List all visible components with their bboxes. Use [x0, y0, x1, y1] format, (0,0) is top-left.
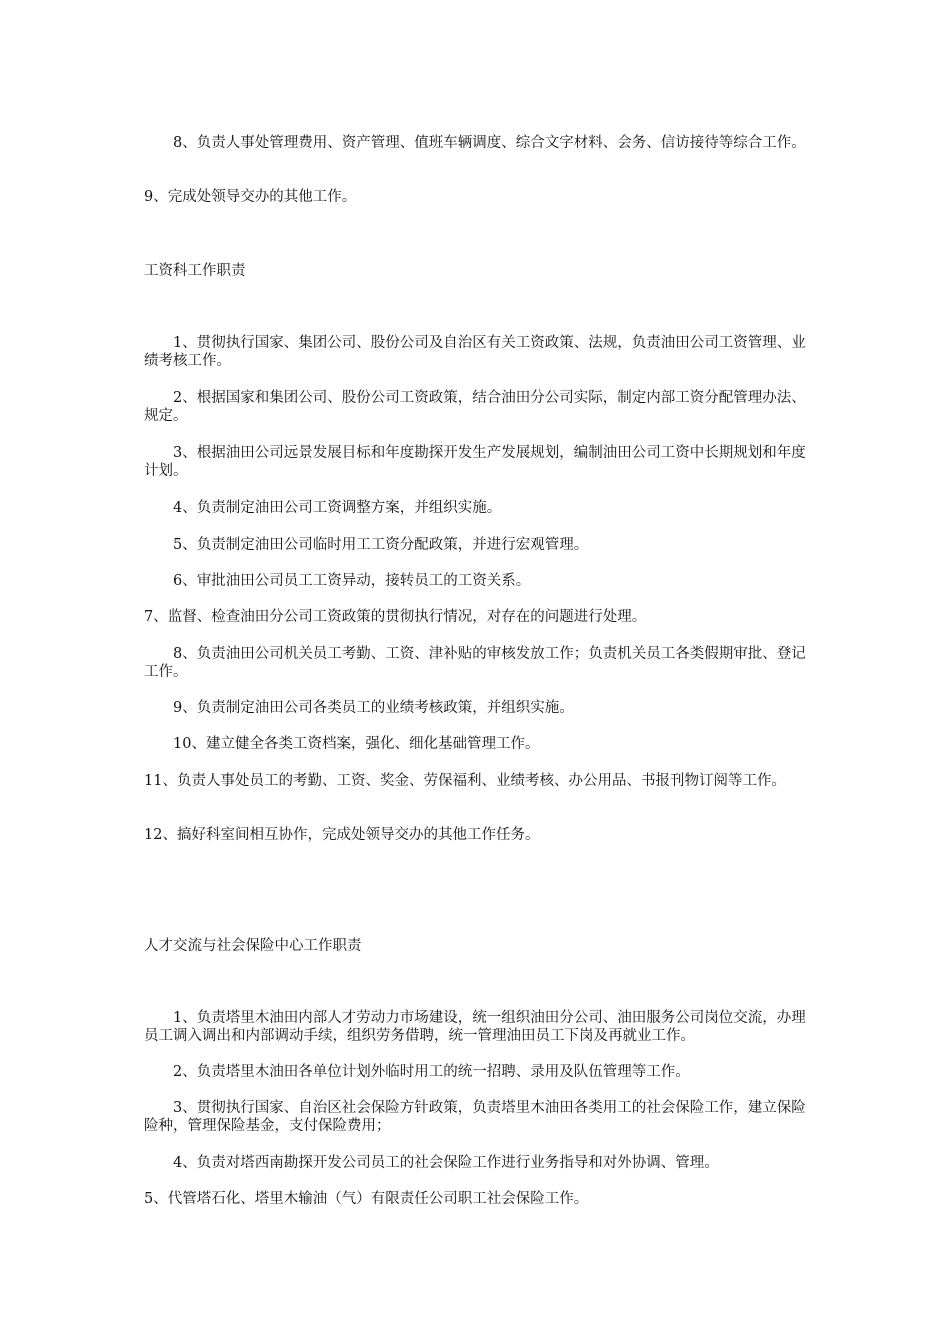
paragraph-wage-item-12: 12、搞好科室间相互协作，完成处领导交办的其他工作任务。 — [144, 827, 540, 843]
paragraph-wage-item-3: 3、根据油田公司远景发展目标和年度勘探开发生产发展规划，编制油田公司工资中长期规划和年度计划。 — [144, 445, 806, 479]
paragraph-wage-item-5: 5、负责制定油田公司临时用工工资分配政策，并进行宏观管理。 — [173, 537, 589, 553]
paragraph-wage-item-1: 1、贯彻执行国家、集团公司、股份公司及自治区有关工资政策、法规，负责油田公司工资管理、业绩考核工作。 — [144, 335, 806, 369]
paragraph-wage-item-9: 9、负责制定油田公司各类员工的业绩考核政策，并组织实施。 — [173, 700, 574, 716]
paragraph-prev-item-9: 9、完成处领导交办的其他工作。 — [144, 189, 357, 205]
paragraph-wage-item-11: 11、负责人事处员工的考勤、工资、奖金、劳保福利、业绩考核、办公用品、书报刊物订阅等工作。 — [144, 773, 786, 789]
paragraph-talent-item-5: 5、代管塔石化、塔里木输油（气）有限责任公司职工社会保险工作。 — [144, 1191, 589, 1207]
paragraph-wage-item-10: 10、建立健全各类工资档案，强化、细化基础管理工作。 — [173, 736, 540, 752]
section-heading-wage: 工资科工作职责 — [144, 263, 246, 279]
paragraph-talent-item-2: 2、负责塔里木油田各单位计划外临时用工的统一招聘、录用及队伍管理等工作。 — [173, 1064, 690, 1080]
paragraph-talent-item-1: 1、负责塔里木油田内部人才劳动力市场建设，统一组织油田分公司、油田服务公司岗位交流，办理员工调入调出和内部调动手续，组织劳务借聘，统一管理油田员工下岗及再就业工作。 — [144, 1010, 806, 1044]
paragraph-wage-item-6: 6、审批油田公司员工工资异动，接转员工的工资关系。 — [173, 573, 531, 589]
document-page — [144, 0, 810, 1344]
section-heading-talent: 人才交流与社会保险中心工作职责 — [144, 938, 362, 954]
paragraph-prev-item-8: 8、负责人事处管理费用、资产管理、值班车辆调度、综合文字材料、会务、信访接待等综合工作。 — [173, 135, 806, 151]
paragraph-wage-item-7: 7、监督、检查油田分公司工资政策的贯彻执行情况，对存在的问题进行处理。 — [144, 609, 647, 625]
paragraph-talent-item-4: 4、负责对塔西南勘探开发公司员工的社会保险工作进行业务指导和对外协调、管理。 — [173, 1155, 719, 1171]
paragraph-wage-item-2: 2、根据国家和集团公司、股份公司工资政策，结合油田分公司实际，制定内部工资分配管理办法、规定。 — [144, 390, 806, 424]
paragraph-wage-item-8: 8、负责油田公司机关员工考勤、工资、津补贴的审核发放工作；负责机关员工各类假期审批、登记工作。 — [144, 646, 806, 680]
paragraph-wage-item-4: 4、负责制定油田公司工资调整方案，并组织实施。 — [173, 500, 502, 516]
paragraph-talent-item-3: 3、贯彻执行国家、自治区社会保险方针政策，负责塔里木油田各类用工的社会保险工作，建立保险险种，管理保险基金，支付保险费用； — [144, 1100, 806, 1134]
